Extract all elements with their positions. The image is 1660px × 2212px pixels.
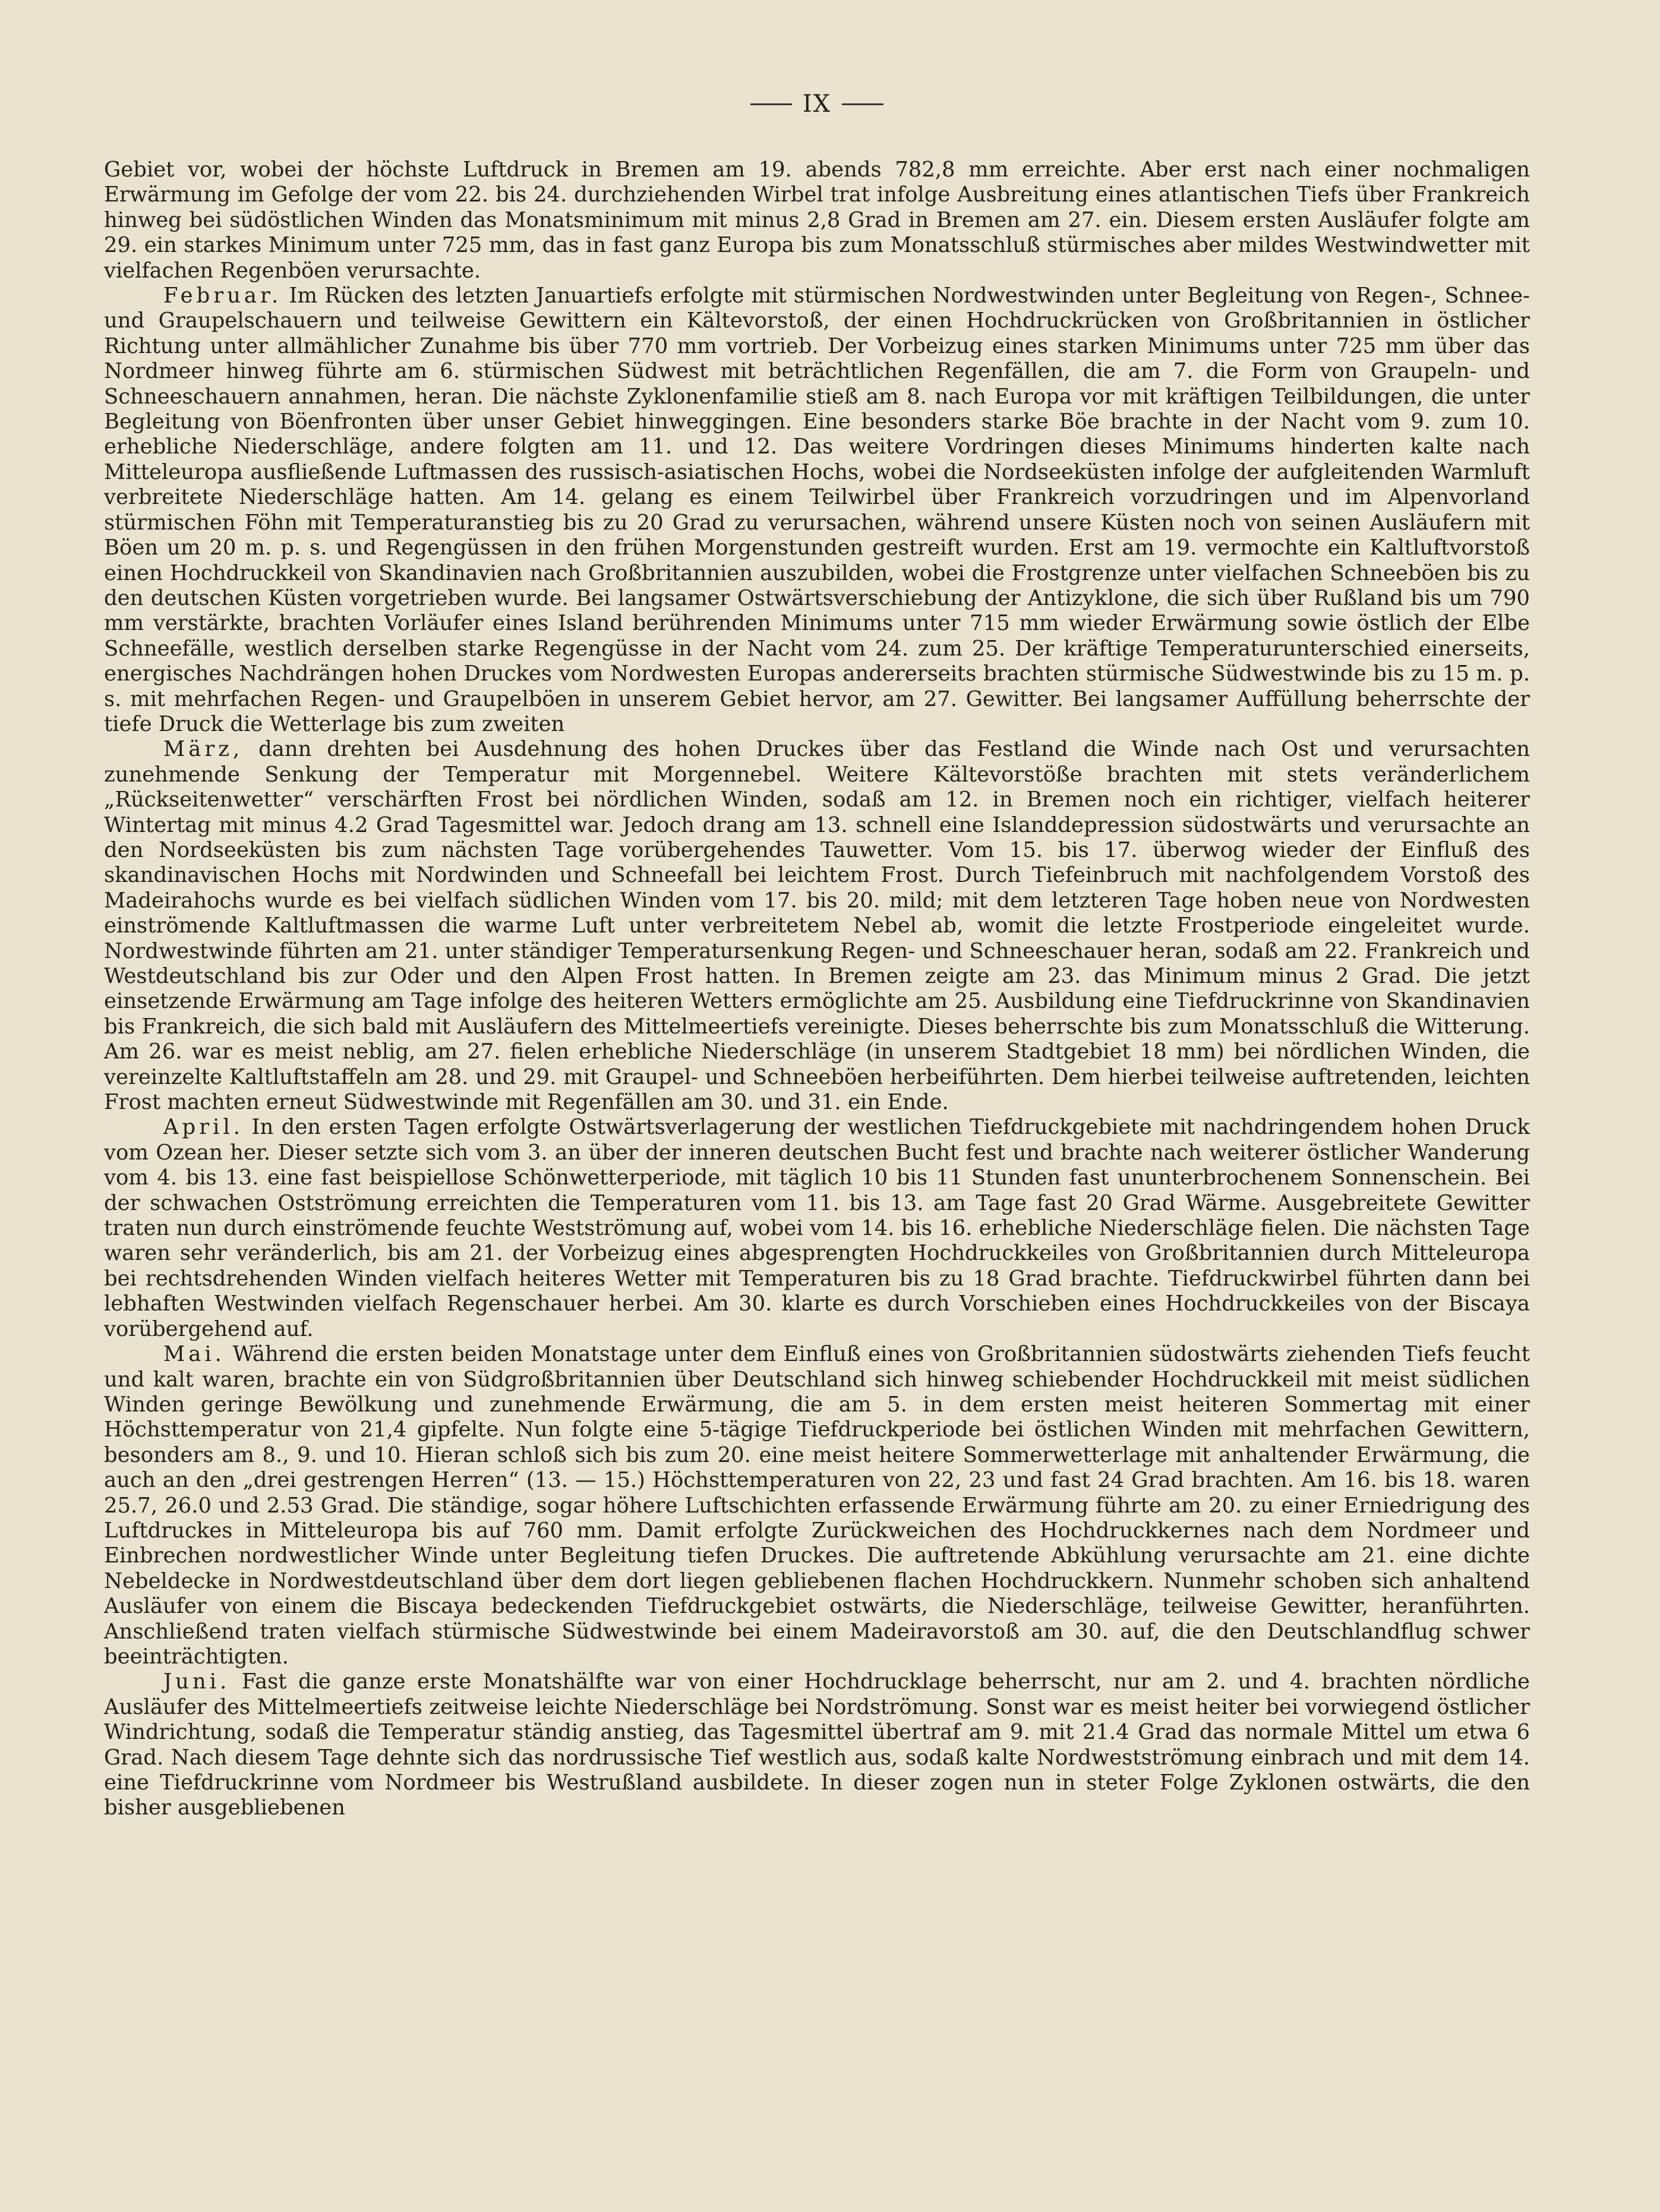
page-header: [104, 86, 1530, 122]
paragraph-text: Fast die ganze erste Monatshälfte war von einer Hochdrucklage beherrscht, nur am 2. und 4. brachten nördliche Ausläufer des Mittelmeertiefs zeitweise leichte Niederschläge bei Nordströmung. Sonst war es meist heiter bei vorwiegend östlicher Windrichtung, sodaß die Temperatur ständig anstieg, das Tagesmittel übertraf am 9. mit 21.4 Grad das normale Mittel um etwa 6 Grad. Nach diesem Tage dehnte sich das nordrussische Tief westlich aus, sodaß kalte Nordwestströmung einbrach und mit dem 14. eine Tiefdruckrinne vom Nordmeer bis Westrußland ausbildete. In dieser zogen nun in steter Folge Zyklonen ostwärts, die den bisher ausgebliebenen: [104, 1669, 1530, 1820]
paragraph-text: Während die ersten beiden Monatstage unter dem Einfluß eines von Großbritannien südostwärts ziehenden Tiefs feucht und kalt waren, brachte ein von Südgroßbritannien über Deutschland sich hinweg schiebender Hochdruckkeil mit meist südlichen Winden geringe Bewölkung und zunehmende Erwärmung, die am 5. in dem ersten meist heiteren Sommertag mit einer Höchsttemperatur von 21,4 gipfelte. Nun folgte eine 5-tägige Tiefdruckperiode bei östlichen Winden mit mehrfachen Gewittern, besonders am 8., 9. und 10. Hieran schloß sich bis zum 20. eine meist heitere Sommerwetterlage mit anhaltender Erwärmung, die auch an den „drei gestrengen Herren“ (13. — 15.) Höchsttemperaturen von 22, 23 und fast 24 Grad brachten. Am 16. bis 18. waren 25.7, 26.0 und 2.53 Grad. Die ständige, sogar höhere Luftschichten erfassende Erwärmung führte am 20. zu einer Erniedrigung des Luftdruckes in Mitteleuropa bis auf 760 mm. Damit erfolgte Zurückweichen des Hochdruckkernes nach dem Nordmeer und Einbrechen nordwestlicher Winde unter Begleitung tiefen Druckes. Die auftretende Abkühlung verursachte am 21. eine dichte Nebeldecke in Nordwestdeutschland über dem dort liegen gebliebenen flachen Hochdruckkern. Nunmehr schoben sich anhaltend Ausläufer von einem die Biscaya bedeckenden Tiefdruckgebiet ostwärts, die Niederschläge, teilweise Gewitter, heranführten. Anschließend traten vielfach stürmische Südwestwinde bei einem Madeiravorstoß am 30. auf, die den Deutschlandflug schwer beeinträchtigten.: [104, 1342, 1530, 1669]
page-number: IX: [802, 90, 832, 118]
paragraph-mai: [104, 1342, 1530, 1669]
month-heading-februar: Februar.: [163, 283, 282, 308]
month-heading-juni: Juni.: [163, 1669, 231, 1694]
paragraph-text: dann drehten bei Ausdehnung des hohen Druckes über das Festland die Winde nach Ost und verursachten zunehmende Senkung der Temperatur mit Morgennebel. Weitere Kältevorstöße brachten mit stets veränderlichem „Rückseitenwetter“ verschärften Frost bei nördlichen Winden, sodaß am 12. in Bremen noch ein richtiger, vielfach heiterer Wintertag mit minus 4.2 Grad Tagesmittel war. Jedoch drang am 13. schnell eine Islanddepression südostwärts und verursachte an den Nordseeküsten bis zum nächsten Tage vorübergehendes Tauwetter. Vom 15. bis 17. überwog wieder der Einfluß des skandinavischen Hochs mit Nordwinden und Schneefall bei leichtem Frost. Durch Tiefeinbruch mit nachfolgendem Vorstoß des Madeirahochs wurde es bei vielfach südlichen Winden vom 17. bis 20. mild; mit dem letzteren Tage hoben neue von Nordwesten einströmende Kaltluftmassen die warme Luft unter verbreitetem Nebel ab, womit die letzte Frostperiode eingeleitet wurde. Nordwestwinde führten am 21. unter ständiger Temperatursenkung Regen- und Schneeschauer heran, sodaß am 22. Frankreich und Westdeutschland bis zur Oder und den Alpen Frost hatten. In Bremen zeigte am 23. das Minimum minus 2 Grad. Die jetzt einsetzende Erwärmung am Tage infolge des heiteren Wetters ermöglichte am 25. Ausbildung eine Tiefdruckrinne von Skandinavien bis Frankreich, die sich bald mit Ausläufern des Mittelmeertiefs vereinigte. Dieses beherrschte bis zum Monatsschluß die Witterung. Am 26. war es meist neblig, am 27. fielen erhebliche Niederschläge (in unserem Stadtgebiet 18 mm) bei nördlichen Winden, die vereinzelte Kaltluftstaffeln am 28. und 29. mit Graupel- und Schneeböen herbeiführten. Dem hierbei teilweise auftretenden, leichten Frost machten erneut Südwestwinde mit Regenfällen am 30. und 31. ein Ende.: [104, 737, 1530, 1115]
paragraph-text: In den ersten Tagen erfolgte Ostwärtsverlagerung der westlichen Tiefdruckgebiete mit nachdringendem hohen Druck vom Ozean her. Dieser setzte sich vom 3. an über der inneren deutschen Bucht fest und brachte nach weiterer östlicher Wanderung vom 4. bis 13. eine fast beispiellose Schönwetterperiode, mit täglich 10 bis 11 Stunden fast ununterbrochenem Sonnenschein. Bei der schwachen Ostströmung erreichten die Temperaturen vom 11. bis 13. am Tage fast 20 Grad Wärme. Ausgebreitete Gewitter traten nun durch einströmende feuchte Westströmung auf, wobei vom 14. bis 16. erhebliche Niederschläge fielen. Die nächsten Tage waren sehr veränderlich, bis am 21. der Vorbeizug eines abgesprengten Hochdruckkeiles von Großbritannien durch Mitteleuropa bei rechtsdrehenden Winden vielfach heiteres Wetter mit Temperaturen bis zu 18 Grad brachte. Tiefdruckwirbel führten dann bei lebhaften Westwinden vielfach Regenschauer herbei. Am 30. klarte es durch Vorschieben eines Hochdruckkeiles von der Biscaya vorübergehend auf.: [104, 1115, 1530, 1341]
header-rule-right: [842, 103, 883, 105]
paragraph-maerz: [104, 737, 1530, 1115]
paragraph-april: [104, 1115, 1530, 1342]
month-heading-april: April.: [163, 1115, 244, 1140]
document-page: [104, 86, 1530, 1821]
paragraph-juni: [104, 1669, 1530, 1820]
paragraph-text: Gebiet vor, wobei der höchste Luftdruck in Bremen am 19. abends 782,8 mm erreichte. Aber erst nach einer nochmaligen Erwärmung im Gefolge der vom 22. bis 24. durchziehenden Wirbel trat infolge Ausbreitung eines atlantischen Tiefs über Frankreich hinweg bei südöstlichen Winden das Monatsminimum mit minus 2,8 Grad in Bremen am 27. ein. Diesem ersten Ausläufer folgte am 29. ein starkes Minimum unter 725 mm, das in fast ganz Europa bis zum Monatsschluß stürmisches aber mildes Westwindwetter mit vielfachen Regenböen verursachte.: [104, 157, 1530, 283]
header-rule-left: [750, 103, 792, 105]
paragraph-text: Im Rücken des letzten Januartiefs erfolgte mit stürmischen Nordwestwinden unter Begleitung von Regen-, Schnee- und Graupelschauern und teilweise Gewittern ein Kältevorstoß, der einen Hochdruckrücken von Großbritannien in östlicher Richtung unter allmählicher Zunahme bis über 770 mm vortrieb. Der Vorbeizug eines starken Minimums unter 725 mm über das Nordmeer hinweg führte am 6. stürmischen Südwest mit beträchtlichen Regenfällen, die am 7. die Form von Graupeln- und Schneeschauern annahmen, heran. Die nächste Zyklonenfamilie stieß am 8. nach Europa vor mit kräftigen Teilbildungen, die unter Begleitung von Böenfronten über unser Gebiet hinweggingen. Eine besonders starke Böe brachte in der Nacht vom 9. zum 10. erhebliche Niederschläge, andere folgten am 11. und 12. Das weitere Vordringen dieses Minimums hinderten kalte nach Mitteleuropa ausfließende Luftmassen des russisch-asiatischen Hochs, wobei die Nordseeküsten infolge der aufgleitenden Warmluft verbreitete Niederschläge hatten. Am 14. gelang es einem Teilwirbel über Frankreich vorzudringen und im Alpenvorland stürmischen Föhn mit Temperaturanstieg bis zu 20 Grad zu verursachen, während unsere Küsten noch von seinen Ausläufern mit Böen um 20 m. p. s. und Regengüssen in den frühen Morgenstunden gestreift wurden. Erst am 19. vermochte ein Kaltluftvorstoß einen Hochdruckkeil von Skandinavien nach Großbritannien auszubilden, wobei die Frostgrenze unter vielfachen Schneeböen bis zu den deutschen Küsten vorgetrieben wurde. Bei langsamer Ostwärtsverschiebung der Antizyklone, die sich über Rußland bis um 790 mm verstärkte, brachten Vorläufer eines Island berührenden Minimums unter 715 mm wieder Erwärmung sowie östlich der Elbe Schneefälle, westlich derselben starke Regengüsse in der Nacht vom 24. zum 25. Der kräftige Temperaturunterschied einerseits, energisches Nachdrängen hohen Druckes vom Nordwesten Europas andererseits brachten stürmische Südwestwinde bis zu 15 m. p. s. mit mehrfachen Regen- und Graupelböen in unserem Gebiet hervor, am 27. Gewitter. Bei langsamer Auffüllung beherrschte der tiefe Druck die Wetterlage bis zum zweiten: [104, 283, 1530, 736]
month-heading-maerz: März,: [163, 737, 244, 762]
paragraph-januar-continued: [104, 157, 1530, 283]
body-text: [104, 157, 1530, 1821]
month-heading-mai: Mai.: [163, 1342, 225, 1367]
paragraph-februar: [104, 283, 1530, 737]
